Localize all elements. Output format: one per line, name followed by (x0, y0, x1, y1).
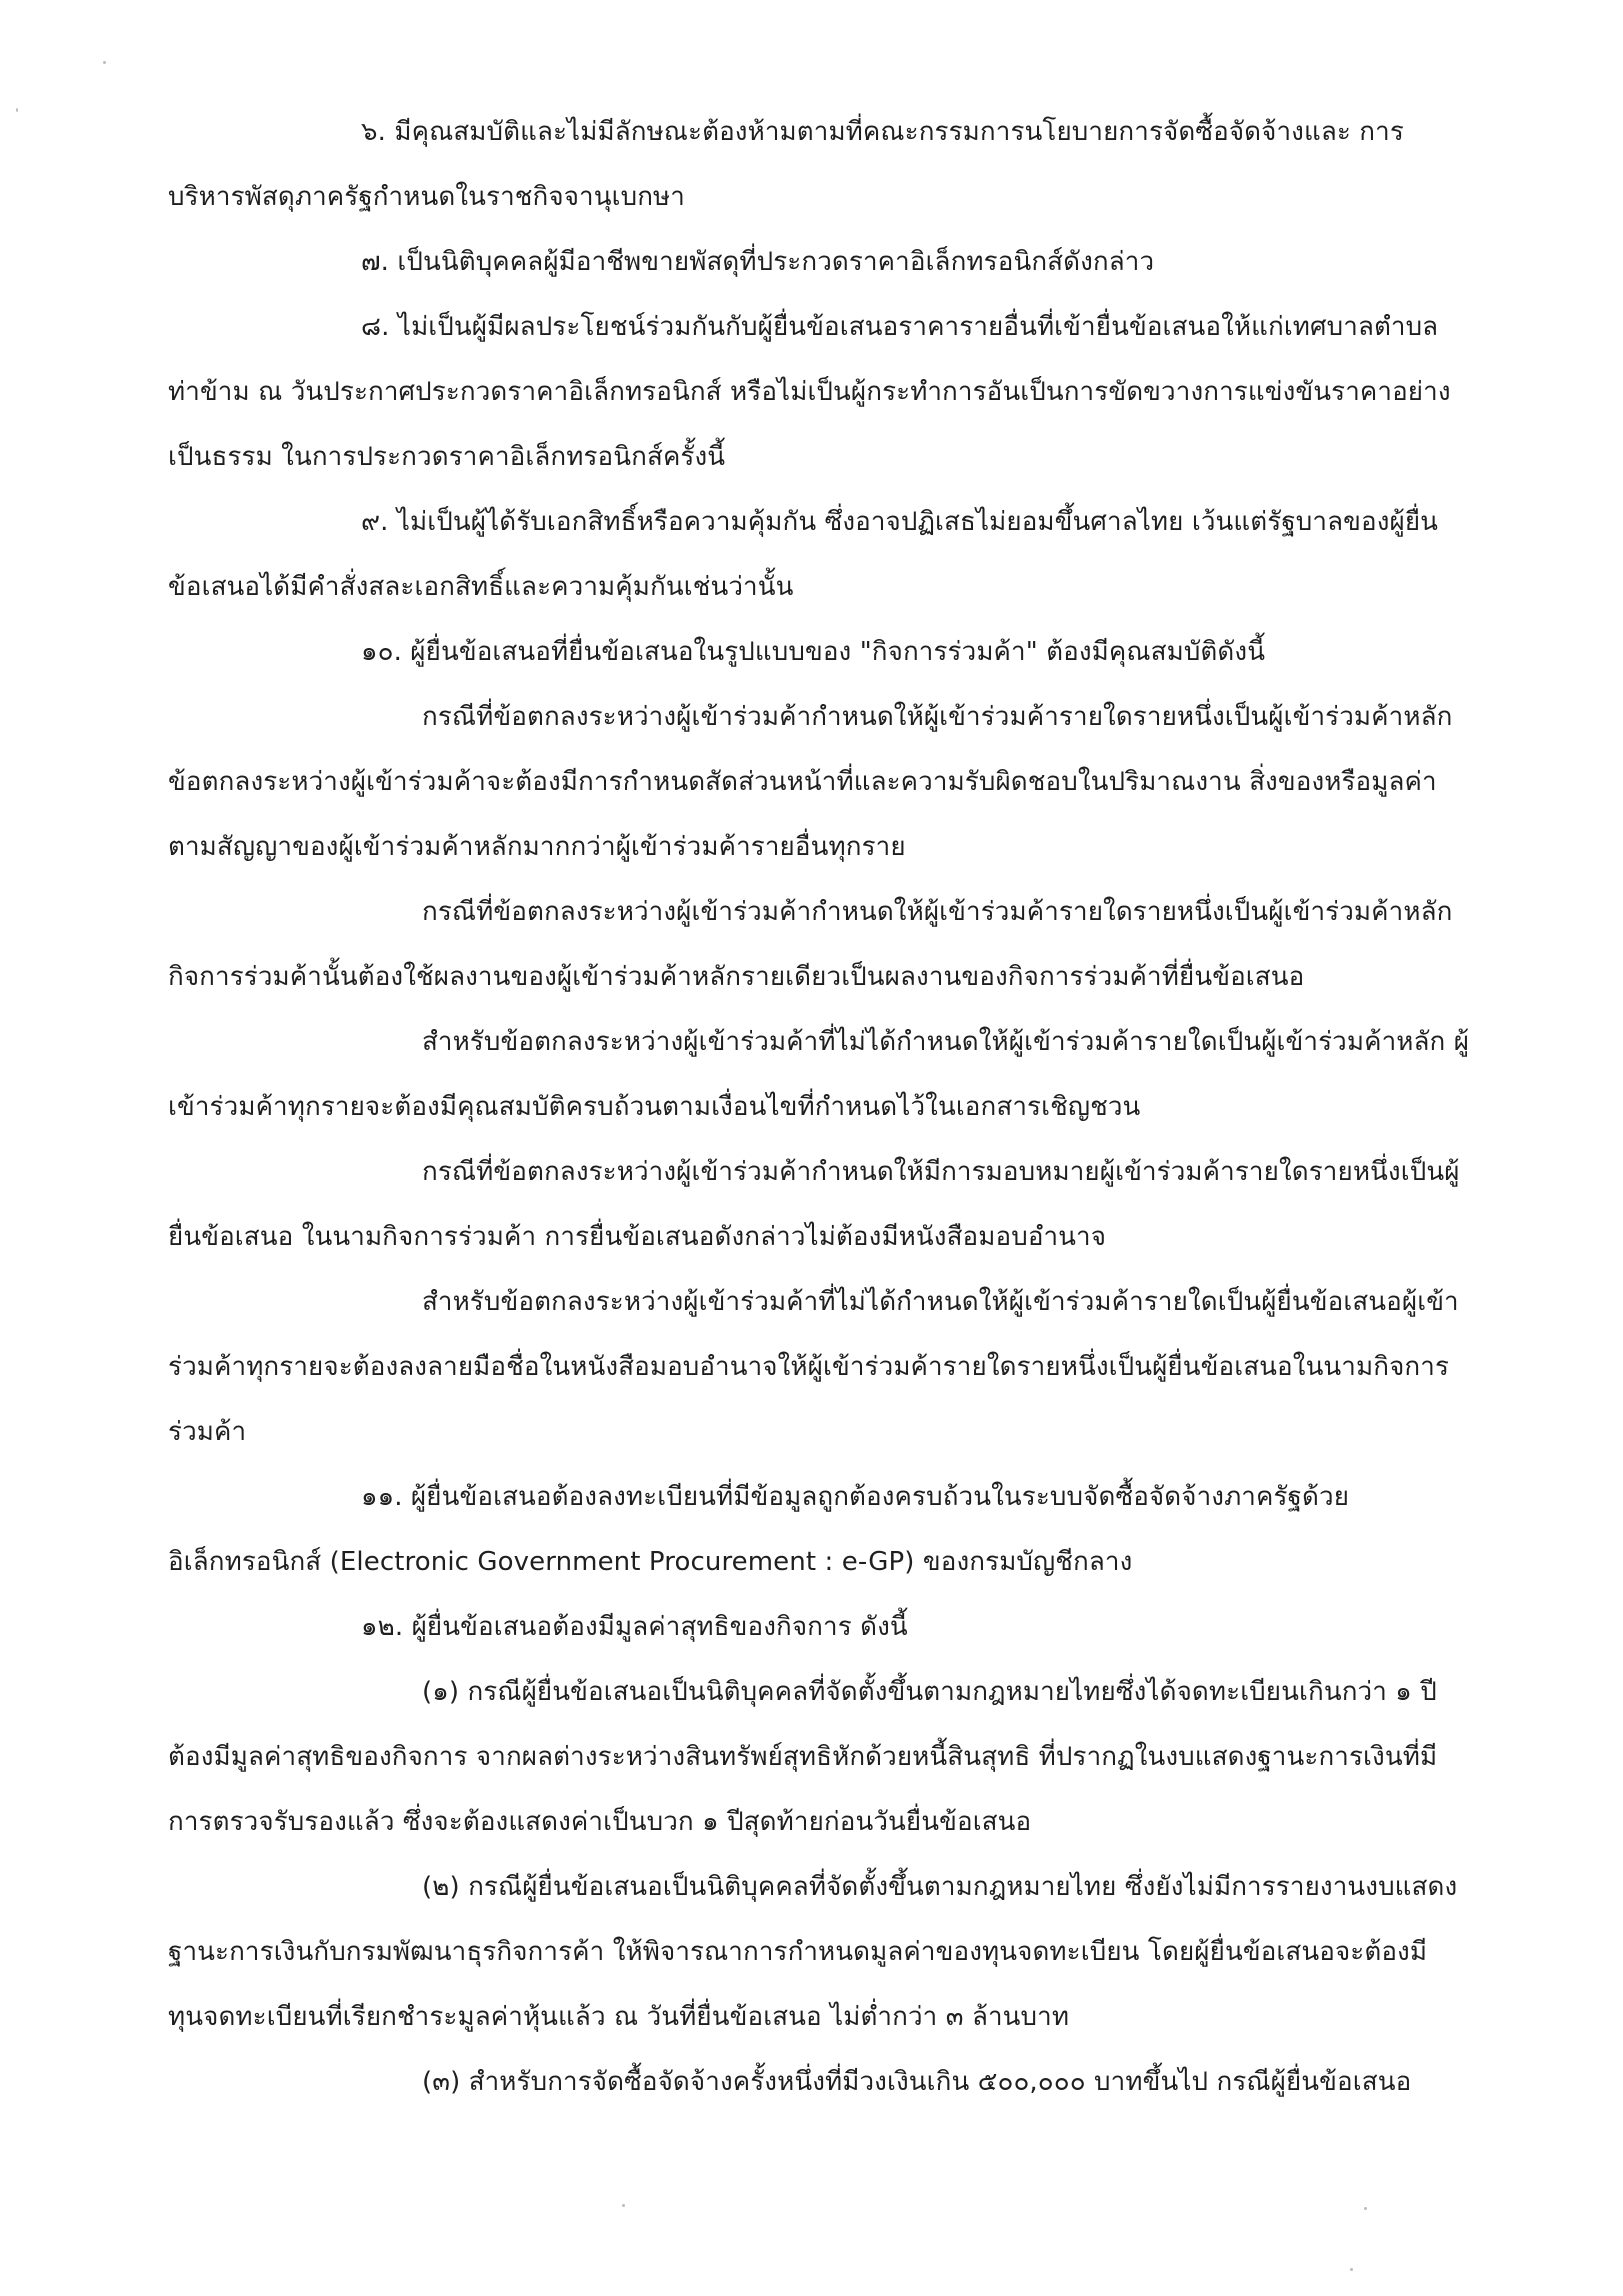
text-line: ฐานะการเงินกับกรมพัฒนาธุรกิจการค้า ให้พิจารณาการกำหนดมูลค่าของทุนจดทะเบียน โดยผู้ยื่นข้อเสนอจะต้องมี (168, 1937, 1428, 1967)
text-line-subclause-2: (๒) กรณีผู้ยื่นข้อเสนอเป็นนิติบุคคลที่จัดตั้งขึ้นตามกฎหมายไทย ซึ่งยังไม่มีการรายงานงบแสดง (422, 1872, 1458, 1902)
scan-speck (1350, 2268, 1353, 2271)
text-line: ทุนจดทะเบียนที่เรียกชำระมูลค่าหุ้นแล้ว ณ วันที่ยื่นข้อเสนอ ไม่ต่ำกว่า ๓ ล้านบาท (168, 2002, 1070, 2032)
text-line: ต้องมีมูลค่าสุทธิของกิจการ จากผลต่างระหว่างสินทรัพย์สุทธิหักด้วยหนี้สินสุทธิ ที่ปรากฏในงบแสดงฐานะการเงินที่มี (168, 1742, 1438, 1772)
scan-speck (622, 2204, 625, 2207)
text-line-clause-8: ๘. ไม่เป็นผู้มีผลประโยชน์ร่วมกันกับผู้ยื่นข้อเสนอราคารายอื่นที่เข้ายื่นข้อเสนอให้แก่เทศบาลตำบล (361, 312, 1439, 342)
text-line: ตามสัญญาของผู้เข้าร่วมค้าหลักมากกว่าผู้เข้าร่วมค้ารายอื่นทุกราย (168, 832, 906, 862)
text-line: อิเล็กทรอนิกส์ (Electronic Government Procurement : e-GP) ของกรมบัญชีกลาง (168, 1547, 1133, 1577)
text-line: ข้อเสนอได้มีคำสั่งสละเอกสิทธิ์และความคุ้มกันเช่นว่านั้น (168, 572, 794, 602)
text-line-clause-12: ๑๒. ผู้ยื่นข้อเสนอต้องมีมูลค่าสุทธิของกิจการ ดังนี้ (361, 1612, 908, 1642)
text-line-subclause-3: (๓) สำหรับการจัดซื้อจัดจ้างครั้งหนึ่งที่มีวงเงินเกิน ๕๐๐,๐๐๐ บาทขึ้นไป กรณีผู้ยื่นข้อเสนอ (422, 2067, 1412, 2097)
text-line: การตรวจรับรองแล้ว ซึ่งจะต้องแสดงค่าเป็นบวก ๑ ปีสุดท้ายก่อนวันยื่นข้อเสนอ (168, 1807, 1032, 1837)
text-line-subclause: กรณีที่ข้อตกลงระหว่างผู้เข้าร่วมค้ากำหนดให้ผู้เข้าร่วมค้ารายใดรายหนึ่งเป็นผู้เข้าร่วมค้าหลัก (422, 702, 1453, 732)
text-line-subclause: กรณีที่ข้อตกลงระหว่างผู้เข้าร่วมค้ากำหนดให้มีการมอบหมายผู้เข้าร่วมค้ารายใดรายหนึ่งเป็นผู้ (422, 1157, 1460, 1187)
text-line: กิจการร่วมค้านั้นต้องใช้ผลงานของผู้เข้าร่วมค้าหลักรายเดียวเป็นผลงานของกิจการร่วมค้าที่ยื่นข้อเสนอ (168, 962, 1305, 992)
text-line-subclause: สำหรับข้อตกลงระหว่างผู้เข้าร่วมค้าที่ไม่ได้กำหนดให้ผู้เข้าร่วมค้ารายใดเป็นผู้เข้าร่วมค้าหลัก ผู้ (422, 1027, 1470, 1057)
text-line: ข้อตกลงระหว่างผู้เข้าร่วมค้าจะต้องมีการกำหนดสัดส่วนหน้าที่และความรับผิดชอบในปริมาณงาน สิ่งของหรือมูลค่า (168, 767, 1437, 797)
text-line-clause-10: ๑๐. ผู้ยื่นข้อเสนอที่ยื่นข้อเสนอในรูปแบบของ "กิจการร่วมค้า" ต้องมีคุณสมบัติดังนี้ (361, 637, 1266, 667)
text-line: ท่าข้าม ณ วันประกาศประกวดราคาอิเล็กทรอนิกส์ หรือไม่เป็นผู้กระทำการอันเป็นการขัดขวางการแข่งขันราคาอย่าง (168, 377, 1451, 407)
text-line: บริหารพัสดุภาครัฐกำหนดในราชกิจจานุเบกษา (168, 182, 685, 212)
scan-speck (103, 61, 106, 64)
text-line: ยื่นข้อเสนอ ในนามกิจการร่วมค้า การยื่นข้อเสนอดังกล่าวไม่ต้องมีหนังสือมอบอำนาจ (168, 1222, 1107, 1252)
text-line-subclause-1: (๑) กรณีผู้ยื่นข้อเสนอเป็นนิติบุคคลที่จัดตั้งขึ้นตามกฎหมายไทยซึ่งได้จดทะเบียนเกินกว่า ๑ ปี (422, 1677, 1437, 1707)
text-line-clause-9: ๙. ไม่เป็นผู้ได้รับเอกสิทธิ์หรือความคุ้มกัน ซึ่งอาจปฏิเสธไม่ยอมขึ้นศาลไทย เว้นแต่รัฐบาลของผู้ยื่น (361, 507, 1439, 537)
text-line-clause-11: ๑๑. ผู้ยื่นข้อเสนอต้องลงทะเบียนที่มีข้อมูลถูกต้องครบถ้วนในระบบจัดซื้อจัดจ้างภาครัฐด้วย (361, 1482, 1350, 1512)
text-line: เป็นธรรม ในการประกวดราคาอิเล็กทรอนิกส์ครั้งนี้ (168, 442, 726, 472)
text-line-subclause: กรณีที่ข้อตกลงระหว่างผู้เข้าร่วมค้ากำหนดให้ผู้เข้าร่วมค้ารายใดรายหนึ่งเป็นผู้เข้าร่วมค้าหลัก (422, 897, 1453, 927)
text-line: ร่วมค้า (168, 1417, 247, 1447)
text-line-clause-7: ๗. เป็นนิติบุคคลผู้มีอาชีพขายพัสดุที่ประกวดราคาอิเล็กทรอนิกส์ดังกล่าว (361, 247, 1155, 277)
text-line-subclause: สำหรับข้อตกลงระหว่างผู้เข้าร่วมค้าที่ไม่ได้กำหนดให้ผู้เข้าร่วมค้ารายใดเป็นผู้ยื่นข้อเสนอผู้เข้า (422, 1287, 1459, 1317)
scan-speck (16, 108, 18, 112)
text-line: ร่วมค้าทุกรายจะต้องลงลายมือชื่อในหนังสือมอบอำนาจให้ผู้เข้าร่วมค้ารายใดรายหนึ่งเป็นผู้ยื่นข้อเสนอในนามกิจการ (168, 1352, 1450, 1382)
scan-speck (1364, 2207, 1367, 2210)
text-line-clause-6: ๖. มีคุณสมบัติและไม่มีลักษณะต้องห้ามตามที่คณะกรรมการนโยบายการจัดซื้อจัดจ้างและ การ (361, 117, 1404, 147)
text-line: เข้าร่วมค้าทุกรายจะต้องมีคุณสมบัติครบถ้วนตามเงื่อนไขที่กำหนดไว้ในเอกสารเชิญชวน (168, 1092, 1141, 1122)
